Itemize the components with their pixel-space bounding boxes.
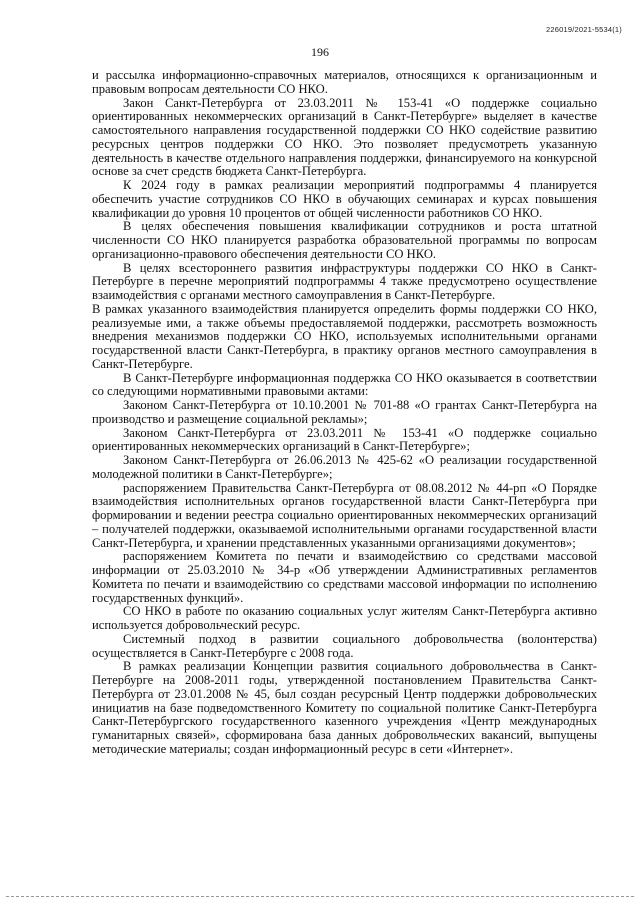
paragraph: Закон Санкт-Петербурга от 23.03.2011 № 153-41 «О поддержке социально ориентированных некоммерческих организаций в Санкт-Петербурге» выделяет в качестве самостоятельного направления государственной поддержки СО НКО содействие развитию ресурсных центров поддержки СО НКО. Это позволяет предусмотреть указанную деятельность в качестве отдельного направления поддержки, финансируемого на конкурсной основе за счет средств бюджета Санкт-Петербурга. [92, 95, 597, 179]
scan-edge-line [6, 896, 634, 897]
page-number: 196 [311, 45, 329, 59]
paragraph: СО НКО в работе по оказанию социальных услуг жителям Санкт-Петербурга активно используется добровольческий ресурс. [92, 604, 597, 632]
document-body [92, 69, 597, 757]
legal-act-item: распоряжением Комитета по печати и взаимодействию со средствами массовой информации от 25.03.2010 № 34-р «Об утверждении Административных регламентов Комитета по печати и взаимодействию со средствами массовой информации по исполнению государственных функций». [92, 549, 597, 605]
paragraph: и рассылка информационно-справочных материалов, относящихся к организационным и правовым вопросам деятельности СО НКО. [92, 68, 597, 96]
legal-act-item: распоряжением Правительства Санкт-Петербурга от 08.08.2012 № 44-рп «О Порядке взаимодействия исполнительных органов государственной власти Санкт-Петербурга при формировании и ведении реестра социально ориентированных некоммерческих организаций – получателей поддержки, оказываемой исполнительными органами государственной власти Санкт-Петербурга, и хранении представленных указанными организациями документов»; [92, 480, 597, 550]
legal-act-item: Законом Санкт-Петербурга от 23.03.2011 № 153-41 «О поддержке социально ориентированных некоммерческих организаций в Санкт-Петербурге»; [92, 425, 597, 454]
paragraph: В целях всестороннего развития инфраструктуры поддержки СО НКО в Санкт-Петербурге в перечне мероприятий подпрограммы 4 также предусмотрено осуществление взаимодействия с органами местного самоуправления в Санкт-Петербурге. [92, 260, 597, 302]
paragraph: В рамках реализации Концепции развития социального добровольчества в Санкт-Петербурге на 2008-2011 годы, утвержденной постановлением Правительства Санкт-Петербурга от 23.01.2008 № 45, был создан ресурсный Центр поддержки добровольческих инициатив на базе подведомственного Комитету по социальной политике Санкт-Петербурга Санкт-Петербургского государственного казенного учреждения «Центр международных гуманитарных связей», сформирована база данных добровольческих вакансий, выпущены методические материалы; создан информационный ресурс в сети «Интернет». [92, 659, 597, 756]
paragraph: В целях обеспечения повышения квалификации сотрудников и роста штатной численности СО НКО планируется разработка образовательной программы по вопросам организационно-правового обеспечения деятельности СО НКО. [92, 219, 597, 261]
legal-act-item: Законом Санкт-Петербурга от 26.06.2013 № 425-62 «О реализации государственной молодежной политики в Санкт-Петербурге»; [92, 453, 597, 481]
document-id: 226019/2021-5534(1) [546, 25, 622, 34]
paragraph: В Санкт-Петербурге информационная поддержка СО НКО оказывается в соответствии со следующими нормативными правовыми актами: [92, 370, 597, 399]
paragraph: Системный подход в развитии социального добровольчества (волонтерства) осуществляется в Санкт-Петербурге с 2008 года. [92, 631, 597, 660]
paragraph: К 2024 году в рамках реализации мероприятий подпрограммы 4 планируется обеспечить участие сотрудников СО НКО в обучающих семинарах и курсах повышения квалификации до уровня 10 процентов от общей численности работников СО НКО. [92, 178, 597, 220]
legal-act-item: Законом Санкт-Петербурга от 10.10.2001 № 701-88 «О грантах Санкт-Петербурга на производство и размещение социальной рекламы»; [92, 398, 597, 426]
paragraph: В рамках указанного взаимодействия планируется определить формы поддержки СО НКО, реализуемые ими, а также объемы предоставляемой поддержки, рассмотреть возможность внедрения механизмов поддержки СО НКО, используемых исполнительными органами государственной власти Санкт-Петербурга, в практику органов местного самоуправления в Санкт-Петербурге. [92, 301, 597, 371]
